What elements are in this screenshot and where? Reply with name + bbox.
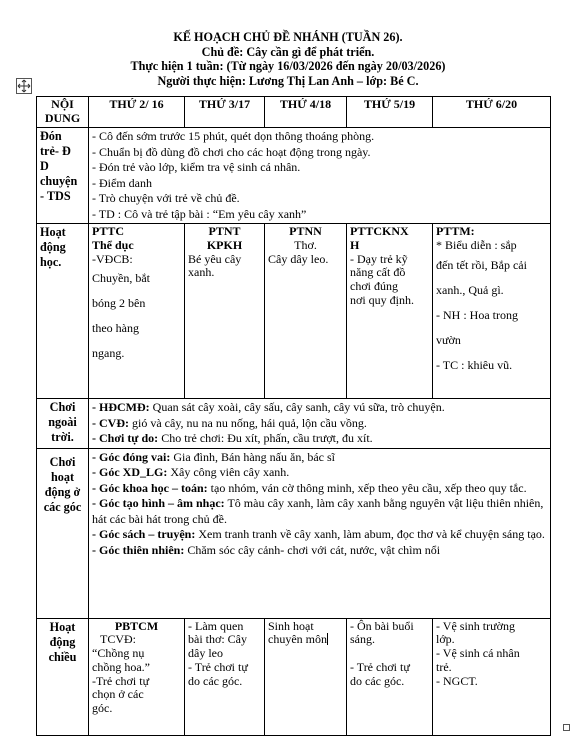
col-header-tuesday: THỨ 3/17 bbox=[185, 97, 265, 128]
hdh-wednesday: PTNN Thơ. Cây dây leo. bbox=[265, 224, 347, 399]
plan-author: Người thực hiện: Lương Thị Lan Anh – lớp: Bé C. bbox=[157, 73, 419, 88]
plan-duration: Thực hiện 1 tuần: (Từ ngày 16/03/2026 đến ngày 20/03/2026) bbox=[130, 59, 446, 74]
row-label-don-tre: Đón trẻ- Đ D chuyện - TDS bbox=[37, 128, 89, 224]
col-header-wednesday: THỨ 4/18 bbox=[265, 97, 347, 128]
hdc-tuesday: - Làm quen bài thơ: Cây dây leo - Trẻ chơi tự do các góc. bbox=[185, 618, 265, 735]
row-hoat-dong-chieu bbox=[37, 618, 551, 735]
list-item: - Trò chuyện với trẻ về chủ đề. bbox=[92, 191, 240, 205]
hdh-thursday: PTTCKNX H - Dạy trẻ kỹ năng cất đồ chơi đúng nơi quy định. bbox=[347, 224, 433, 399]
row-label-choi-ngoai-troi: Chơi ngoài trời. bbox=[37, 399, 89, 449]
col-header-monday: THỨ 2/ 16 bbox=[89, 97, 185, 128]
col-header-content: NỘI DUNG bbox=[37, 97, 89, 128]
list-item: - Góc thiên nhiên: Chăm sóc cây cảnh- chơi với cát, nước, vật chìm nổi bbox=[92, 542, 441, 557]
don-tre-content bbox=[89, 128, 551, 224]
list-item: - Góc XD_LG: Xây công viên cây xanh. bbox=[92, 465, 290, 479]
list-item: - Chơi tự do: Cho trẻ chơi: Đu xít, phấn, cầu trượt, đu xít. bbox=[92, 431, 373, 445]
plan-title: KẾ HOẠCH CHỦ ĐỀ NHÁNH (TUẦN 26). bbox=[173, 30, 403, 44]
row-choi-ngoai-troi bbox=[37, 399, 551, 449]
hdc-monday: PBTCM TCVĐ: “Chồng nụ chồng hoa.” -Trẻ chơi tự chọn ở các góc. bbox=[89, 618, 185, 735]
row-label-hoat-dong-chieu: Hoạt động chiều bbox=[37, 618, 89, 735]
table-resize-handle-icon[interactable] bbox=[563, 724, 570, 731]
table-move-handle-icon[interactable] bbox=[16, 78, 32, 94]
hdh-friday: PTTM: * Biểu diễn : sắp đến tết rồi, Bắp cải xanh., Quả gì. - NH : Hoa trong vườn - TC : khiêu vũ. bbox=[433, 224, 551, 399]
row-don-tre bbox=[37, 128, 551, 224]
row-hoat-dong-hoc bbox=[37, 224, 551, 399]
hdh-tuesday: PTNT KPKH Bé yêu cây xanh. bbox=[185, 224, 265, 399]
document-header bbox=[0, 30, 576, 88]
choi-goc-content bbox=[89, 448, 551, 618]
text-cursor bbox=[327, 633, 328, 645]
list-item: - Đón trẻ vào lớp, kiểm tra vệ sinh cá nhân. bbox=[92, 160, 301, 174]
row-choi-goc bbox=[37, 448, 551, 618]
weekly-plan-table bbox=[36, 96, 551, 736]
list-item: - Điểm danh bbox=[92, 175, 152, 190]
hdc-wednesday[interactable]: Sinh hoạt chuyên môn bbox=[265, 618, 347, 735]
list-item: - Góc đóng vai: Gia đình, Bán hàng nấu ăn, bác sĩ bbox=[92, 449, 335, 464]
choi-ngoai-troi-content bbox=[89, 399, 551, 449]
table-header-row bbox=[37, 97, 551, 128]
list-item: - Góc sách – truyện: Xem tranh tranh về cây xanh, làm abum, đọc thơ và kể chuyện sáng tạo. bbox=[92, 527, 545, 541]
hdc-thursday: - Ôn bài buổi sáng. - Trẻ chơi tự do các góc. bbox=[347, 618, 433, 735]
list-item: - Góc tạo hình – âm nhạc: Tô màu cây xanh, làm cây xanh bằng nguyên vật liệu thiên nhiên, hát các bài hát trong chủ đề. bbox=[92, 496, 544, 526]
hdh-monday: PTTC Thể dục -VĐCB: Chuyền, bắt bóng 2 bên theo hàng ngang. bbox=[89, 224, 185, 399]
hdc-friday: - Vệ sinh trường lớp. - Vệ sinh cá nhân trẻ. - NGCT. bbox=[433, 618, 551, 735]
row-label-choi-goc: Chơi hoạt động ở các góc bbox=[37, 448, 89, 618]
row-label-hoat-dong-hoc: Hoạt động học. bbox=[37, 224, 89, 399]
list-item: - TD : Cô và trẻ tập bài : “Em yêu cây xanh” bbox=[92, 206, 307, 221]
list-item: - CVĐ: gió và cây, nu na nu nống, hái quả, lộn cầu vồng. bbox=[92, 415, 367, 430]
list-item: - HĐCMĐ: Quan sát cây xoài, cây sấu, cây sanh, cây vú sữa, trò chuyện. bbox=[92, 400, 445, 414]
list-item: - Chuẩn bị đồ dùng đồ chơi cho các hoạt động trong ngày. bbox=[92, 144, 371, 159]
list-item: - Cô đến sớm trước 15 phút, quét dọn thông thoáng phòng. bbox=[92, 129, 375, 143]
plan-theme: Chủ đề: Cây cần gì để phát triển. bbox=[201, 44, 375, 59]
col-header-thursday: THỨ 5/19 bbox=[347, 97, 433, 128]
list-item: - Góc khoa học – toán: tạo nhóm, ván cờ thông minh, xếp theo yêu cầu, xếp theo quy tắc. bbox=[92, 480, 527, 495]
col-header-friday: THỨ 6/20 bbox=[433, 97, 551, 128]
